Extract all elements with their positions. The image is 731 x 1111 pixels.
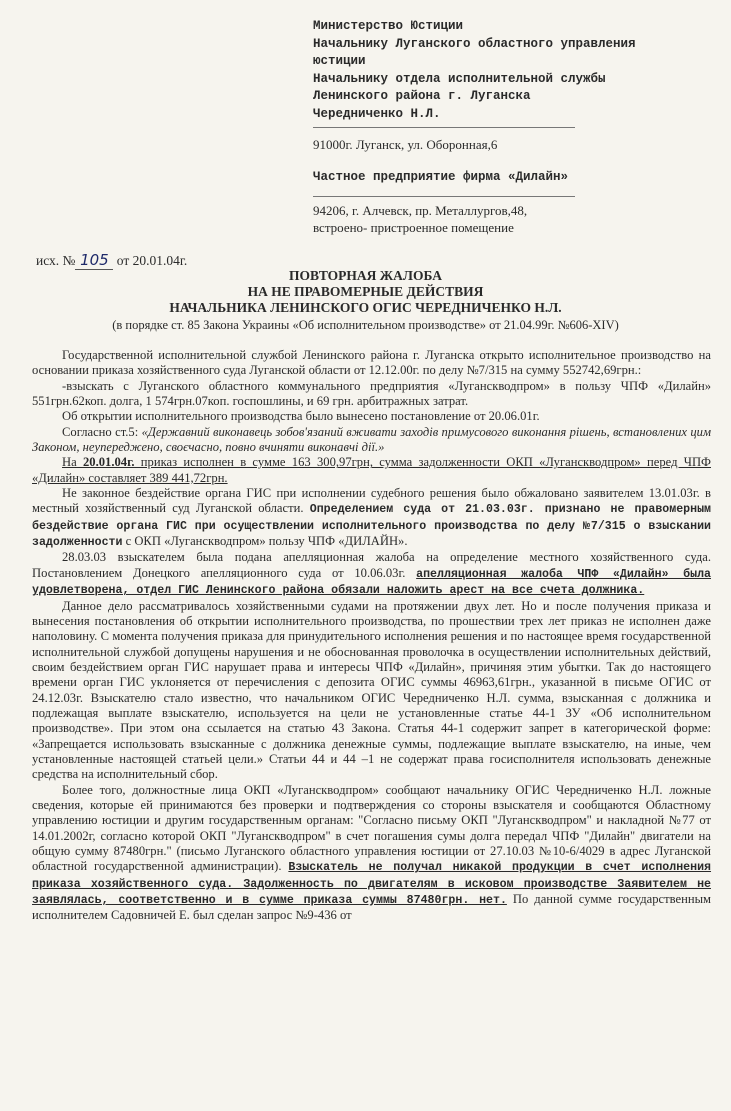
text-run: Более того, должностные лица ОКП «Луганскводпром» сообщают начальнику ОГИС Чередниченко Н.Л. ложные сведения, которые ей принимаются без проверки и подтверждения со стороны взыскателя и сообщаются Областному управлению юстиции и другим государственным органам: "Согласно письму ОКП "Луганскводпром" и накладной №77 от 14.01.2002г, согласно которой ОКП "Луганскводпром" в счет погашения сумы долга передал ЧПФ "Дилайн" двигатели на общую сумму 87480грн." (письмо Луганского областного управления юстиции от 27.10.03 №10-6/4029 в адрес Луганской областной государственной администрации). (32, 782, 711, 874)
sender-address-line2: встроено- пристроенное помещение (313, 220, 514, 235)
bold-statement: Взыскатель не получал никакой продукции в счет исполнения приказа хозяйственного суда. Задолженность по двигателям в исковом производстве Заявителем не заявлялась, соответственно и в сумме приказа суммы 87480грн. нет. (32, 861, 712, 908)
sender-address-line1: 94206, г. Алчевск, пр. Металлургов,48, (313, 203, 528, 218)
text-run: с ОКП «Луганскводпром» пользу ЧПФ «ДИЛАЙН». (122, 534, 408, 549)
text-run: На (62, 455, 83, 470)
paragraph (32, 486, 711, 550)
bold-statement: Определением суда от 21.03.03г. признано не правомерным бездействие органа ГИС при осуществлении исполнительного производства по делу №7/315 о взыскании задолженности (32, 503, 712, 550)
title-line1: ПОВТОРНАЯ ЖАЛОБА (289, 268, 442, 283)
addressee-block (313, 18, 713, 123)
law-quote: «Державний виконавець зобов'язаний вживати заходів примусового виконання рішень, встановлених цим Законом, неупереджено, своєчасно, повно вчиняти виконавчі дії.» (32, 424, 711, 455)
paragraph: Государственной исполнительной службой Ленинского района г. Луганска открыто исполнительное производство на основании приказа хозяйственного суда Луганской области от 12.12.00г. по делу №7/315 на сумму 552742,69грн.: (32, 348, 711, 378)
addressee-line: Ленинского района г. Луганска (313, 89, 531, 103)
title-line3: НАЧАЛЬНИКА ЛЕНИНСКОГО ОГИС ЧЕРЕДНИЧЕНКО Н.Л. (169, 300, 562, 315)
title-line2: НА НЕ ПРАВОМЕРНЫЕ ДЕЙСТВИЯ (247, 284, 484, 299)
addressee-line: Министерство Юстиции (313, 19, 464, 33)
divider (313, 196, 575, 197)
text-run: 28.03.03 взыскателем была подана апелляционная жалоба на определение местного хозяйственного суда. Постановлением Донецкого апелляционного суда от 10.06.03г. (32, 550, 711, 580)
outgoing-prefix: исх. № (36, 253, 76, 268)
paragraph (32, 783, 711, 924)
sender-firm: Частное предприятие фирма «Дилайн» (313, 170, 569, 184)
outgoing-number: 105 (75, 251, 113, 270)
addressee-line: Начальнику Луганского областного управления (313, 36, 636, 51)
text-run: Не законное бездействие органа ГИС при исполнении судебного решения было обжаловано заявителем 13.01.03г. в местный хозяйственный суд Луганской области. (32, 486, 711, 516)
paragraph (32, 425, 711, 456)
highlight-date: 20.01.04г. (82, 455, 135, 470)
document-body (32, 348, 711, 924)
bold-statement: апелляционная жалоба ЧПФ «Дилайн» была удовлетворена, отдел ГИС Ленинского района обязали наложить арест на все счета должника. (32, 567, 711, 598)
outgoing-date: от 20.01.04г. (116, 253, 188, 268)
addressee-line: Чередниченко Н.Л. (313, 106, 441, 121)
quote-lead: Согласно ст.5: (62, 424, 142, 439)
paragraph (32, 455, 711, 486)
text-run: По данной сумме государственным исполнителем Садовничей Е. был сделан запрос №9-436 от (32, 892, 711, 923)
paragraph (32, 550, 711, 598)
paragraph: -взыскать с Луганского областного коммунального предприятия «Луганскводпром» в пользу ЧПФ «Дилайн» 551грн.62коп. долга, 1 574грн.07коп. госпошлины, и 69 грн. арбитражных затрат. (32, 378, 711, 409)
addressee-line: Начальнику отдела исполнительной службы (313, 71, 606, 86)
paragraph: Данное дело рассматривалось хозяйственными судами на протяжении двух лет. Но и после получения приказа и вынесения постановления об открытии исполнительного производства, по прошествии трех лет приказ не исполнен даже наполовину. С момента получения приказа для принудительного исполнения решения и по настоящее время государственной исполнительной службой допущены нарушения и не обоснованная проволочка в осуществлении исполнительных действий, своим бездействием орган ГИС нарушает права и интересы ЧПФ «Дилайн», причиняя этим убытки. Так до настоящего времени орган ГИС уклоняется от перечисления с депозита ОГИС суммы 46963,61грн., указанной в письме ОГИС от 24.12.03г. Взыскателю стало известно, что начальником ОГИС Чередниченко Н.Л. сумма, взысканная с должника и подлежащая выплате взыскателю, используется на цели не установленные статье 44-1 ЗУ «Об исполнительном производстве». При этом она ссылается на статью 43 Закона. Статья 44-1 содержит запрет в категорической форме: «Запрещается использовать взысканные с должника денежные суммы, подлежащие выплате взыскателю, на иные, чем установленные настоящей статьей цели.» Статьи 44 и 44 –1 не содержат права госисполнителя использовать денежные средства на исполнительный сбор. (32, 598, 711, 782)
addressee-line: юстиции (313, 54, 366, 68)
text-run: приказ исполнен в сумме 163 300,97грн, сумма задолженности ОКП «Луганскводпром» перед ЧПФ «Дилайн» составляет 389 441,72грн. (32, 455, 711, 485)
addressee-address: 91000г. Луганск, ул. Оборонная,6 (313, 137, 498, 152)
title-subtitle: (в порядке ст. 85 Закона Украины «Об исполнительном производстве» от 21.04.99г. №606-XIV) (112, 318, 619, 332)
paragraph: Об открытии исполнительного производства было вынесено постановление от 20.06.01г. (62, 409, 540, 424)
divider (313, 127, 575, 128)
